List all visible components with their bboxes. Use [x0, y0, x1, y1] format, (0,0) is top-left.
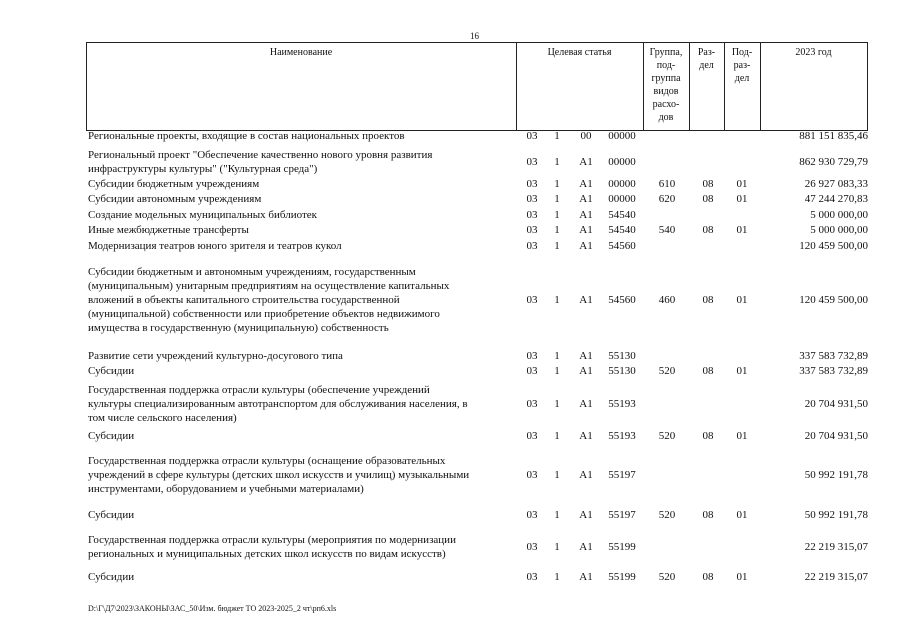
code-section: 08	[702, 509, 714, 521]
code-program: 03	[526, 193, 538, 205]
code-section: 08	[702, 365, 714, 377]
code-subprogram: 1	[554, 224, 560, 236]
code-subprogram: 1	[554, 509, 560, 521]
code-subsection: 01	[736, 571, 748, 583]
row-name: Субсидии бюджетным учреждениям	[88, 178, 260, 190]
header-subsection: Под- раз- дел	[731, 47, 753, 84]
code-subprogram: 1	[554, 350, 560, 362]
header-name: Наименование	[269, 47, 333, 58]
code-project: A1	[579, 178, 593, 190]
row-name: (муниципальным) унитарным предприятиям на осуществление капитальных	[88, 280, 450, 292]
code-subsection: 01	[736, 365, 748, 377]
code-section: 08	[702, 571, 714, 583]
row-name: вложений в объекты капитального строительства государственной	[88, 294, 400, 306]
code-project: A1	[579, 240, 593, 252]
row-name: Субсидии	[88, 509, 135, 521]
code-direction: 54540	[608, 224, 636, 236]
code-group: 610	[658, 178, 676, 190]
code-program: 03	[526, 156, 538, 168]
row-name: Иные межбюджетные трансферты	[88, 224, 249, 236]
row-name: Государственная поддержка отрасли культуры (мероприятия по модернизации	[88, 534, 456, 546]
row-name: Субсидии	[88, 571, 135, 583]
code-direction: 54540	[608, 209, 636, 221]
row-name: Региональный проект "Обеспечение качественно нового уровня развития	[88, 149, 433, 161]
code-project: A1	[579, 209, 593, 221]
code-section: 08	[702, 224, 714, 236]
row-name: Субсидии	[88, 430, 135, 442]
row-name: Модернизация театров юного зрителя и театров кукол	[88, 240, 342, 252]
code-subsection: 01	[736, 430, 748, 442]
code-project: A1	[579, 365, 593, 377]
row-name: (муниципальной) собственности или приобретение объектов недвижимого	[88, 308, 440, 320]
row-amount: 120 459 500,00	[799, 294, 868, 306]
row-amount: 50 992 191,78	[804, 469, 868, 481]
code-group: 520	[658, 430, 676, 442]
code-direction: 55199	[608, 571, 636, 583]
code-group: 520	[658, 509, 676, 521]
code-subprogram: 1	[554, 430, 560, 442]
row-name: том числе сельского населения)	[88, 412, 237, 424]
row-name: Развитие сети учреждений культурно-досугового типа	[88, 350, 343, 362]
code-direction: 00000	[608, 156, 636, 168]
page-number: 16	[470, 31, 479, 41]
code-project: A1	[579, 430, 593, 442]
code-program: 03	[526, 541, 538, 553]
code-direction: 55197	[608, 469, 636, 481]
code-program: 03	[526, 178, 538, 190]
code-section: 08	[702, 294, 714, 306]
row-amount: 862 930 729,79	[799, 156, 868, 168]
code-subprogram: 1	[554, 209, 560, 221]
code-program: 03	[526, 224, 538, 236]
code-direction: 55199	[608, 541, 636, 553]
code-program: 03	[526, 469, 538, 481]
row-name: инфраструктуры культуры" ("Культурная среда")	[88, 163, 318, 175]
code-group: 520	[658, 365, 676, 377]
row-amount: 120 459 500,00	[799, 240, 868, 252]
header-section: Раз- дел	[697, 47, 716, 71]
code-program: 03	[526, 365, 538, 377]
code-subprogram: 1	[554, 398, 560, 410]
code-group: 620	[658, 193, 676, 205]
code-project: A1	[579, 156, 593, 168]
code-program: 03	[526, 509, 538, 521]
row-name: культуры специализированным автотранспортом для обслуживания населения, в	[88, 398, 468, 410]
code-project: A1	[579, 398, 593, 410]
code-direction: 55197	[608, 509, 636, 521]
code-group: 540	[658, 224, 676, 236]
header-border	[86, 42, 868, 43]
code-subsection: 01	[736, 294, 748, 306]
code-program: 03	[526, 294, 538, 306]
header-border	[867, 42, 868, 131]
code-program: 03	[526, 209, 538, 221]
code-subprogram: 1	[554, 130, 560, 142]
code-program: 03	[526, 350, 538, 362]
row-name: Региональные проекты, входящие в состав национальных проектов	[88, 130, 405, 142]
code-subprogram: 1	[554, 193, 560, 205]
code-section: 08	[702, 193, 714, 205]
code-subprogram: 1	[554, 178, 560, 190]
code-direction: 54560	[608, 294, 636, 306]
row-amount: 5 000 000,00	[810, 209, 868, 221]
code-subprogram: 1	[554, 541, 560, 553]
row-name: инструментами, оборудованием и учебными материалами)	[88, 483, 364, 495]
code-program: 03	[526, 571, 538, 583]
code-subprogram: 1	[554, 571, 560, 583]
row-amount: 5 000 000,00	[810, 224, 868, 236]
row-name: учреждений в сфере культуры (детских школ искусств и училищ) музыкальными	[88, 469, 470, 481]
row-name: Государственная поддержка отрасли культуры (оснащение образовательных	[88, 455, 446, 467]
code-group: 460	[658, 294, 676, 306]
code-direction: 00000	[608, 130, 636, 142]
code-project: A1	[579, 350, 593, 362]
code-project: A1	[579, 294, 593, 306]
code-direction: 00000	[608, 178, 636, 190]
code-group: 520	[658, 571, 676, 583]
code-project: A1	[579, 469, 593, 481]
row-amount: 20 704 931,50	[804, 398, 868, 410]
row-amount: 881 151 835,46	[799, 130, 868, 142]
code-direction: 55193	[608, 398, 636, 410]
code-direction: 55130	[608, 350, 636, 362]
code-project: 00	[580, 130, 592, 142]
code-direction: 00000	[608, 193, 636, 205]
header-target: Целевая статья	[547, 47, 612, 58]
code-subsection: 01	[736, 193, 748, 205]
row-amount: 20 704 931,50	[804, 430, 868, 442]
row-amount: 337 583 732,89	[799, 365, 868, 377]
code-section: 08	[702, 178, 714, 190]
row-amount: 22 219 315,07	[804, 571, 868, 583]
row-amount: 337 583 732,89	[799, 350, 868, 362]
row-name: Субсидии	[88, 365, 135, 377]
code-project: A1	[579, 224, 593, 236]
row-amount: 22 219 315,07	[804, 541, 868, 553]
code-subsection: 01	[736, 178, 748, 190]
code-subsection: 01	[736, 224, 748, 236]
code-project: A1	[579, 509, 593, 521]
code-program: 03	[526, 430, 538, 442]
code-subprogram: 1	[554, 240, 560, 252]
code-program: 03	[526, 130, 538, 142]
code-subprogram: 1	[554, 365, 560, 377]
code-subsection: 01	[736, 509, 748, 521]
row-amount: 50 992 191,78	[804, 509, 868, 521]
row-name: региональных и муниципальных детских школ искусств по видам искусств)	[88, 548, 446, 560]
code-section: 08	[702, 430, 714, 442]
header-year: 2023 год	[795, 47, 832, 58]
row-amount: 26 927 083,33	[804, 178, 868, 190]
code-subprogram: 1	[554, 156, 560, 168]
code-project: A1	[579, 571, 593, 583]
code-program: 03	[526, 398, 538, 410]
row-amount: 47 244 270,83	[804, 193, 868, 205]
header-group: Группа, под- группа видов расхо- дов	[649, 47, 683, 123]
file-path-footer: D:\Г\Д7\2023\ЗАКОНЫ\ЗАС_50\Изм. бюджет ТО 2023-2025_2 чт\рп6.xls	[88, 604, 337, 613]
row-name: Создание модельных муниципальных библиотек	[88, 209, 318, 221]
row-name: Субсидии бюджетным и автономным учреждениям, государственным	[88, 266, 416, 278]
code-project: A1	[579, 193, 593, 205]
row-name: имущества в государственную (муниципальную) собственность	[88, 322, 389, 334]
code-project: A1	[579, 541, 593, 553]
code-subprogram: 1	[554, 469, 560, 481]
row-name: Субсидии автономным учреждениям	[88, 193, 262, 205]
code-direction: 55130	[608, 365, 636, 377]
code-direction: 54560	[608, 240, 636, 252]
code-subprogram: 1	[554, 294, 560, 306]
row-name: Государственная поддержка отрасли культуры (обеспечение учреждений	[88, 384, 430, 396]
code-program: 03	[526, 240, 538, 252]
code-direction: 55193	[608, 430, 636, 442]
